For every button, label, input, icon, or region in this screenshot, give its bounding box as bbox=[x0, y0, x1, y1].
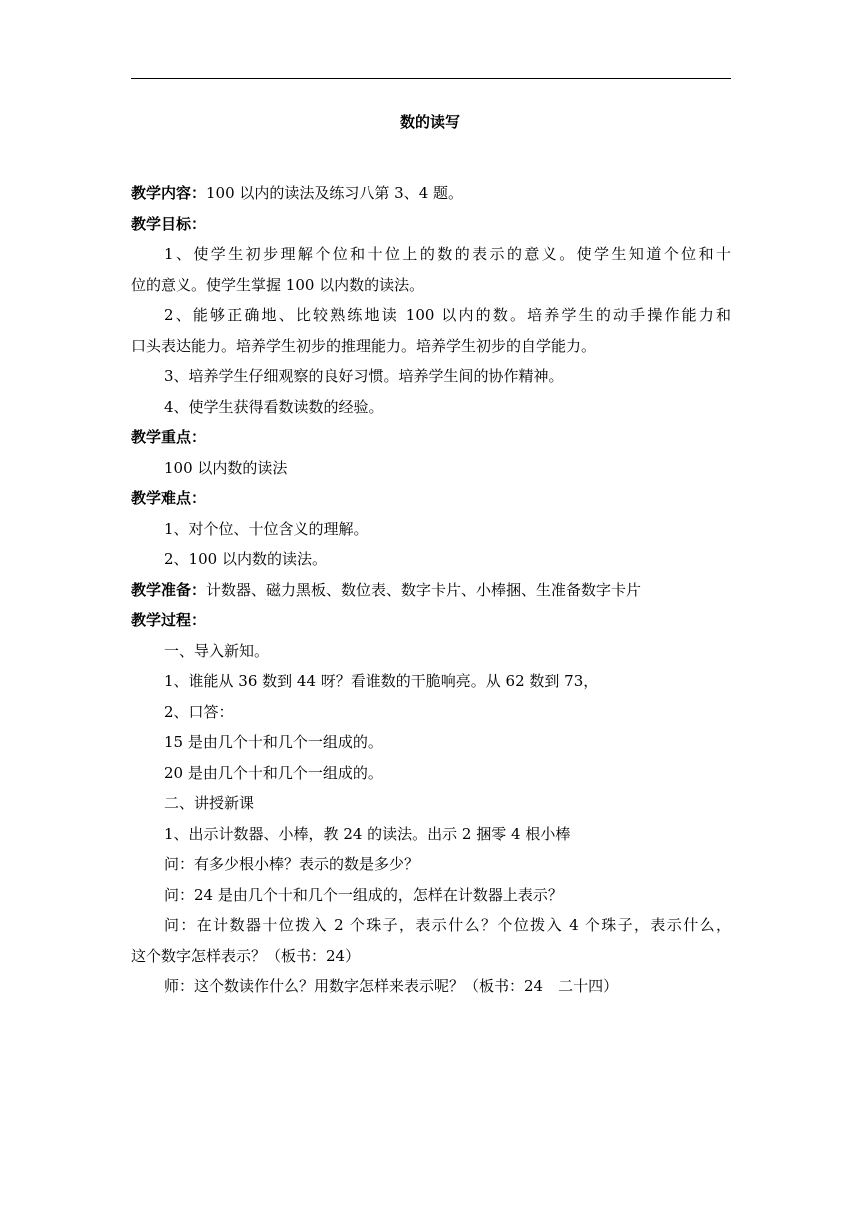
preparation-label: 教学准备： bbox=[131, 580, 207, 599]
process-line: 15 是由几个十和几个一组成的。 bbox=[164, 733, 383, 751]
header-rule bbox=[131, 78, 731, 79]
process-line: 1、谁能从 36 数到 44 呀？看谁数的干脆响亮。从 62 数到 73， bbox=[164, 672, 599, 690]
goals-heading: 教学目标： bbox=[131, 214, 207, 233]
goals-line: 2、能够正确地、比较熟练地读 100 以内的数。培养学生的动手操作能力和 bbox=[164, 306, 731, 324]
goals-line: 4、使学生获得看数读数的经验。 bbox=[164, 397, 384, 416]
key-point-heading: 教学重点： bbox=[131, 428, 207, 446]
key-point-line: 100 以内数的读法 bbox=[164, 458, 288, 477]
document-title: 数的读写 bbox=[399, 113, 460, 131]
goals-line: 1、使学生初步理解个位和十位上的数的表示的意义。使学生知道个位和十 bbox=[164, 245, 731, 263]
preparation-text: 计数器、磁力黑板、数位表、数字卡片、小棒捆、生准备数字卡片 bbox=[206, 580, 642, 599]
process-line: 这个数字怎样表示？（板书：24） bbox=[131, 946, 361, 965]
process-line: 问：在计数器十位拨入 2 个珠子，表示什么？个位拨入 4 个珠子，表示什么， bbox=[164, 916, 731, 934]
process-line: 2、口答： bbox=[164, 702, 234, 721]
process-line: 二、讲授新课 bbox=[164, 794, 255, 812]
process-line: 一、导入新知。 bbox=[164, 641, 270, 660]
document-body bbox=[131, 178, 731, 1002]
process-line: 问：有多少根小棒？表示的数是多少？ bbox=[164, 855, 420, 873]
difficulty-line: 2、100 以内数的读法。 bbox=[164, 550, 327, 568]
content-line bbox=[131, 178, 731, 209]
content-label: 教学内容： bbox=[131, 184, 207, 202]
goals-line: 口头表达能力。培养学生初步的推理能力。培养学生初步的自学能力。 bbox=[131, 336, 597, 355]
process-line: 问：24 是由几个十和几个一组成的，怎样在计数器上表示？ bbox=[164, 885, 563, 904]
process-line: 20 是由几个十和几个一组成的。 bbox=[164, 763, 383, 782]
preparation-line bbox=[131, 575, 731, 606]
goals-line: 3、培养学生仔细观察的良好习惯。培养学生间的协作精神。 bbox=[164, 367, 564, 385]
process-line: 师：这个数读作什么？用数字怎样来表示呢？（板书：24 二十四） bbox=[164, 977, 619, 995]
difficulty-heading: 教学难点： bbox=[131, 489, 207, 507]
process-line: 1、出示计数器、小棒，教 24 的读法。出示 2 捆零 4 根小棒 bbox=[164, 824, 571, 843]
goals-line: 位的意义。使学生掌握 100 以内数的读法。 bbox=[131, 275, 425, 294]
difficulty-line: 1、对个位、十位含义的理解。 bbox=[164, 519, 369, 538]
process-heading: 教学过程： bbox=[131, 611, 207, 629]
content-text: 100 以内的读法及练习八第 3、4 题。 bbox=[206, 184, 464, 202]
